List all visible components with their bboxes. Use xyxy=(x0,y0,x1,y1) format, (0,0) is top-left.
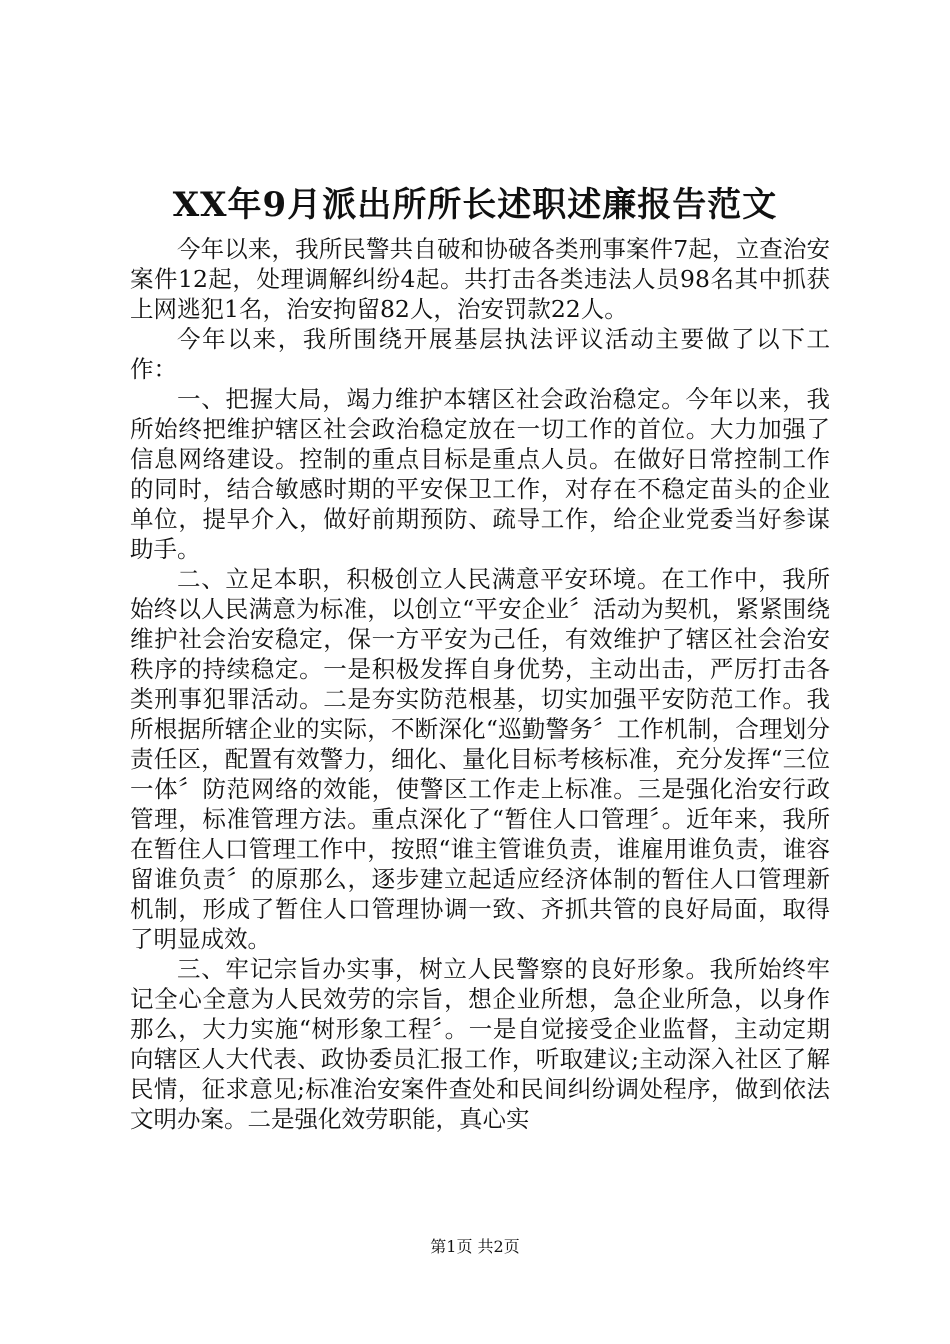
page-number-footer: 第1页 共2页 xyxy=(430,1237,520,1256)
document-title: XX年9月派出所所长述职述廉报告范文 xyxy=(172,185,778,225)
paragraph-case-summary: 今年以来，我所民警共自破和协破各类刑事案件7起，立查治安案件12起，处理调解纠纷4起。共打击各类违法人员98名其中抓获上网逃犯1名，治安拘留82人，治安罚款22人。 xyxy=(130,235,830,323)
paragraph-section-three: 三、牢记宗旨办实事，树立人民警察的良好形象。我所始终牢记全心全意为人民效劳的宗旨，想企业所想，急企业所急，以身作那么，大力实施“树形象工程〞。一是自觉接受企业监督，主动定期向辖区人大代表、政协委员汇报工作，听取建议;主动深入社区了解民情，征求意见;标准治安案件查处和民间纠纷调处程序，做到依法文明办案。二是强化效劳职能，真心实 xyxy=(130,955,830,1133)
paragraph-section-two: 二、立足本职，积极创立人民满意平安环境。在工作中，我所始终以人民满意为标准，以创立“平安企业〞活动为契机，紧紧围绕维护社会治安稳定，保一方平安为己任，有效维护了辖区社会治安秩序的持续稳定。一是积极发挥自身优势，主动出击，严厉打击各类刑事犯罪活动。二是夯实防范根基，切实加强平安防范工作。我所根据所辖企业的实际，不断深化“巡勤警务〞工作机制，合理划分责任区，配置有效警力，细化、量化目标考核标准，充分发挥“三位一体〞防范网络的效能，使警区工作走上标准。三是强化治安行政管理，标准管理方法。重点深化了“暂住人口管理〞。近年来，我所在暂住人口管理工作中，按照“谁主管谁负责，谁雇用谁负责，谁容留谁负责〞的原那么，逐步建立起适应经济体制的暂住人口管理新机制，形成了暂住人口管理协调一致、齐抓共管的良好局面，取得了明显成效。 xyxy=(130,565,830,953)
document-body xyxy=(130,234,830,1134)
paragraph-work-intro: 今年以来，我所围绕开展基层执法评议活动主要做了以下工作： xyxy=(130,325,830,383)
paragraph-section-one: 一、把握大局，竭力维护本辖区社会政治稳定。今年以来，我所始终把维护辖区社会政治稳定放在一切工作的首位。大力加强了信息网络建设。控制的重点目标是重点人员。在做好日常控制工作的同时，结合敏感时期的平安保卫工作，对存在不稳定苗头的企业单位，提早介入，做好前期预防、疏导工作，给企业党委当好参谋助手。 xyxy=(130,385,830,563)
